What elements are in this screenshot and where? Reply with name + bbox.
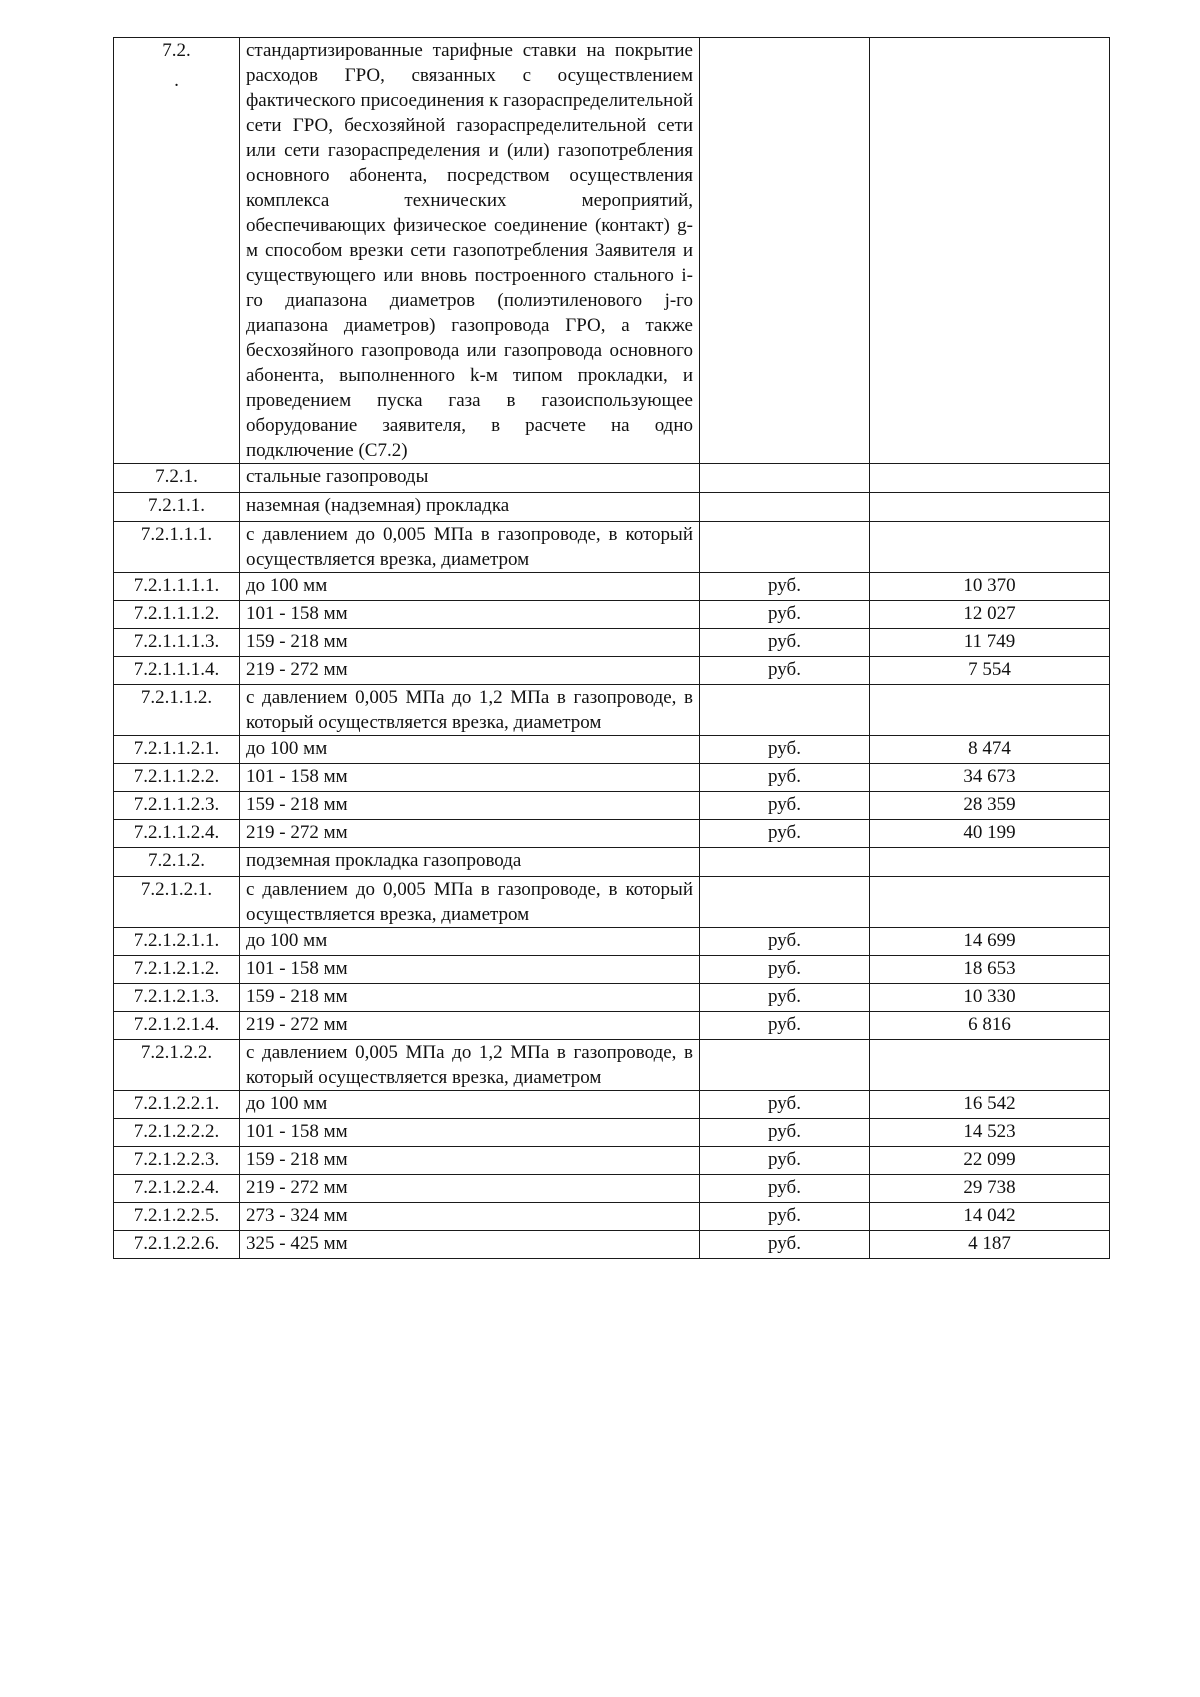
row-description: 219 - 272 мм [240,657,700,685]
table-row [114,764,1110,792]
row-unit [700,464,870,493]
row-number: 7.2.1.1. [114,493,240,522]
row-number: 7.2.1.2.1. [114,877,240,928]
table-row [114,657,1110,685]
row-description: 219 - 272 мм [240,1175,700,1203]
row-unit: руб. [700,573,870,601]
row-number: 7.2.1.2.1.4. [114,1012,240,1040]
row-description: наземная (надземная) прокладка [240,493,700,522]
row-number: 7.2.1.2.1.3. [114,984,240,1012]
table-row [114,38,1110,464]
table-row [114,522,1110,573]
row-number: 7.2.1.2.2.5. [114,1203,240,1231]
row-number: 7.2.1.1.2.4. [114,820,240,848]
row-number: 7.2.1.1.2.1. [114,736,240,764]
row-description: 159 - 218 мм [240,984,700,1012]
row-value: 6 816 [870,1012,1110,1040]
row-value: 14 042 [870,1203,1110,1231]
row-number: 7.2.1.1.1. [114,522,240,573]
row-value: 22 099 [870,1147,1110,1175]
table-row [114,1147,1110,1175]
row-value: 28 359 [870,792,1110,820]
row-number: 7.2.1.2. [114,848,240,877]
row-number: 7.2.1.2.2. [114,1040,240,1091]
row-value [870,464,1110,493]
row-unit: руб. [700,984,870,1012]
table-row [114,464,1110,493]
row-value: 18 653 [870,956,1110,984]
row-unit: руб. [700,1175,870,1203]
row-description: 159 - 218 мм [240,792,700,820]
row-value [870,522,1110,573]
row-unit: руб. [700,1203,870,1231]
row-number: 7.2.1.2.2.3. [114,1147,240,1175]
row-description: 101 - 158 мм [240,1119,700,1147]
row-description: с давлением до 0,005 МПа в газопроводе, в который осуществляется врезка, диаметром [240,522,700,573]
row-value: 4 187 [870,1231,1110,1259]
row-unit: руб. [700,629,870,657]
row-unit [700,685,870,736]
table-row [114,1119,1110,1147]
row-number: 7.2.1.1.2.3. [114,792,240,820]
row-unit: руб. [700,764,870,792]
row-description: 219 - 272 мм [240,820,700,848]
table-row [114,736,1110,764]
table-row [114,928,1110,956]
table-row [114,984,1110,1012]
row-unit: руб. [700,1091,870,1119]
row-unit: руб. [700,1231,870,1259]
row-unit: руб. [700,1012,870,1040]
row-value: 34 673 [870,764,1110,792]
row-number: 7.2.1.2.2.4. [114,1175,240,1203]
table-row [114,792,1110,820]
row-number: 7.2.1.1.1.2. [114,601,240,629]
row-number: 7.2.1.2.1.2. [114,956,240,984]
row-value: 12 027 [870,601,1110,629]
row-description: 101 - 158 мм [240,764,700,792]
tariff-table [113,37,1110,1259]
row-unit: руб. [700,657,870,685]
tariff-table-body [114,38,1110,1259]
row-number: 7.2.1. [114,464,240,493]
table-row [114,1091,1110,1119]
row-description: 273 - 324 мм [240,1203,700,1231]
row-unit: руб. [700,820,870,848]
table-row [114,1231,1110,1259]
row-number: 7.2.1.1.1.3. [114,629,240,657]
table-row [114,848,1110,877]
row-description: 101 - 158 мм [240,956,700,984]
row-value: 10 370 [870,573,1110,601]
row-number: 7.2. · [114,38,240,464]
table-row [114,493,1110,522]
row-number: 7.2.1.2.2.2. [114,1119,240,1147]
table-row [114,685,1110,736]
row-value [870,1040,1110,1091]
row-unit: руб. [700,736,870,764]
row-description: до 100 мм [240,573,700,601]
row-unit: руб. [700,1147,870,1175]
table-row [114,956,1110,984]
row-number: 7.2.1.1.2.2. [114,764,240,792]
row-value [870,848,1110,877]
table-row [114,629,1110,657]
row-value: 7 554 [870,657,1110,685]
row-unit [700,522,870,573]
row-description: до 100 мм [240,736,700,764]
row-unit [700,877,870,928]
row-value [870,493,1110,522]
row-value: 14 699 [870,928,1110,956]
row-number: 7.2.1.1.1.4. [114,657,240,685]
table-row [114,1040,1110,1091]
table-row [114,877,1110,928]
row-value: 29 738 [870,1175,1110,1203]
row-description: с давлением 0,005 МПа до 1,2 МПа в газопроводе, в который осуществляется врезка, диаметром [240,1040,700,1091]
row-description: 325 - 425 мм [240,1231,700,1259]
row-description: с давлением 0,005 МПа до 1,2 МПа в газопроводе, в который осуществляется врезка, диаметром [240,685,700,736]
row-value: 14 523 [870,1119,1110,1147]
row-description: до 100 мм [240,1091,700,1119]
row-unit: руб. [700,928,870,956]
row-unit [700,493,870,522]
row-value: 8 474 [870,736,1110,764]
row-description: 159 - 218 мм [240,629,700,657]
row-number: 7.2.1.1.1.1. [114,573,240,601]
table-row [114,1012,1110,1040]
row-description: подземная прокладка газопровода [240,848,700,877]
row-unit [700,38,870,464]
row-value: 40 199 [870,820,1110,848]
table-row [114,601,1110,629]
row-description: с давлением до 0,005 МПа в газопроводе, в который осуществляется врезка, диаметром [240,877,700,928]
row-value [870,38,1110,464]
row-unit: руб. [700,792,870,820]
row-description: 219 - 272 мм [240,1012,700,1040]
table-row [114,573,1110,601]
row-value: 16 542 [870,1091,1110,1119]
row-unit [700,1040,870,1091]
table-row [114,1203,1110,1231]
row-description: 159 - 218 мм [240,1147,700,1175]
row-value [870,877,1110,928]
row-number: 7.2.1.2.1.1. [114,928,240,956]
table-row [114,1175,1110,1203]
row-description: до 100 мм [240,928,700,956]
row-unit: руб. [700,1119,870,1147]
row-number: 7.2.1.2.2.6. [114,1231,240,1259]
row-unit [700,848,870,877]
row-description: стальные газопроводы [240,464,700,493]
table-row [114,820,1110,848]
row-unit: руб. [700,956,870,984]
row-number: 7.2.1.2.2.1. [114,1091,240,1119]
row-value [870,685,1110,736]
row-value: 11 749 [870,629,1110,657]
row-description: 101 - 158 мм [240,601,700,629]
row-number: 7.2.1.1.2. [114,685,240,736]
row-description: стандартизированные тарифные ставки на покрытие расходов ГРО, связанных с осуществлением фактического присоединения к газораспределительной сети ГРО, бесхозяйной газораспределительной сети или сети газораспределения и (или) газопотребления основного абонента, посредством осуществления комплекса технических мероприятий, обеспечивающих физическое соединение (контакт) g-м способом врезки сети газопотребления Заявителя и существующего или вновь построенного стального i-го диапазона диаметров (полиэтиленового j-го диапазона диаметров) газопровода ГРО, а также бесхозяйного газопровода или газопровода основного абонента, выполненного k-м типом прокладки, и проведением пуска газа в газоиспользующее оборудование заявителя, в расчете на одно подключение (С7.2) [240,38,700,464]
row-unit: руб. [700,601,870,629]
row-value: 10 330 [870,984,1110,1012]
